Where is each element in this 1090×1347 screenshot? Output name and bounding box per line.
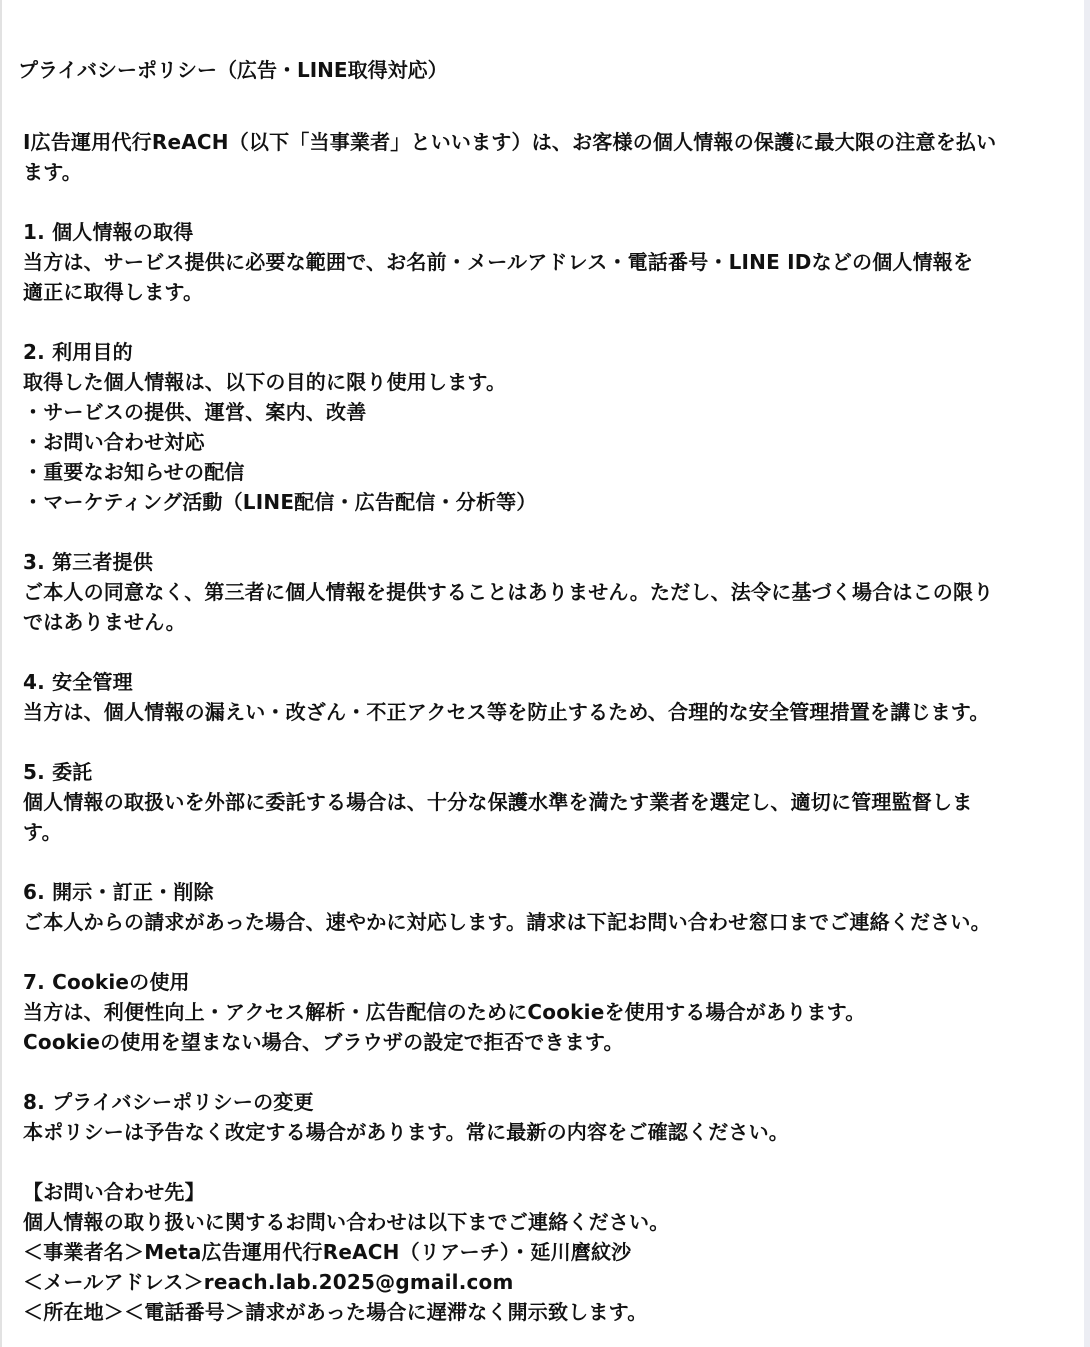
section-heading-third-party: 3. 第三者提供: [23, 550, 154, 574]
blank-line: [23, 1147, 1085, 1177]
section-text: 当方は、サービス提供に必要な範囲で、お名前・メールアドレス・電話番号・LINE IDなどの個人情報を: [23, 250, 974, 274]
page-title: プライバシーポリシー（広告・LINE取得対応）: [18, 58, 448, 82]
section-text: 適正に取得します。: [23, 280, 204, 304]
section-heading-disclosure: 6. 開示・訂正・削除: [23, 880, 214, 904]
section-text: ご本人の同意なく、第三者に個人情報を提供することはありません。ただし、法令に基づく場合はこの限り: [23, 580, 994, 604]
list-item: ・重要なお知らせの配信: [23, 460, 245, 484]
policy-body: [23, 127, 1085, 1327]
section-heading-changes: 8. プライバシーポリシーの変更: [23, 1090, 314, 1114]
contact-address-phone: ＜所在地＞＜電話番号＞請求があった場合に遅滞なく開示致します。: [23, 1300, 648, 1324]
section-heading-security: 4. 安全管理: [23, 670, 133, 694]
intro-line: ます。: [23, 160, 82, 184]
section-text: Cookieの使用を望まない場合、ブラウザの設定で拒否できます。: [23, 1030, 624, 1054]
contact-email[interactable]: ＜メールアドレス＞reach.lab.2025@gmail.com: [23, 1270, 514, 1294]
section-text: ご本人からの請求があった場合、速やかに対応します。請求は下記お問い合わせ窓口までご連絡ください。: [23, 910, 991, 934]
contact-intro: 個人情報の取り扱いに関するお問い合わせは以下までご連絡ください。: [23, 1210, 670, 1234]
section-heading-cookie: 7. Cookieの使用: [23, 970, 190, 994]
list-item: ・サービスの提供、運営、案内、改善: [23, 400, 367, 424]
list-item: ・マーケティング活動（LINE配信・広告配信・分析等）: [23, 490, 537, 514]
contact-heading: 【お問い合わせ先】: [23, 1180, 205, 1204]
section-text: ではありません。: [23, 610, 186, 634]
left-border: [0, 0, 2, 1347]
blank-line: [23, 517, 1085, 547]
blank-line: [23, 637, 1085, 667]
blank-line: [23, 307, 1085, 337]
section-text: 本ポリシーは予告なく改定する場合があります。常に最新の内容をご確認ください。: [23, 1120, 789, 1144]
section-text: 取得した個人情報は、以下の目的に限り使用します。: [23, 370, 507, 394]
section-text: す。: [23, 820, 62, 844]
blank-line: [23, 847, 1085, 877]
blank-line: [23, 187, 1085, 217]
section-heading-outsourcing: 5. 委託: [23, 760, 93, 784]
intro-line: I広告運用代行ReACH（以下「当事業者」といいます）は、お客様の個人情報の保護に最大限の注意を払い: [23, 130, 997, 154]
section-text: 当方は、利便性向上・アクセス解析・広告配信のためにCookieを使用する場合があります。: [23, 1000, 866, 1024]
section-text: 個人情報の取扱いを外部に委託する場合は、十分な保護水準を満たす業者を選定し、適切に管理監督しま: [23, 790, 973, 814]
section-heading-purpose: 2. 利用目的: [23, 340, 133, 364]
contact-business-name: ＜事業者名＞Meta広告運用代行ReACH（リアーチ）・延川麿紋沙: [23, 1240, 632, 1264]
list-item: ・お問い合わせ対応: [23, 430, 205, 454]
section-heading-acquisition: 1. 個人情報の取得: [23, 220, 194, 244]
blank-line: [23, 1057, 1085, 1087]
blank-line: [23, 727, 1085, 757]
section-text: 当方は、個人情報の漏えい・改ざん・不正アクセス等を防止するため、合理的な安全管理措置を講じます。: [23, 700, 990, 724]
blank-line: [23, 937, 1085, 967]
